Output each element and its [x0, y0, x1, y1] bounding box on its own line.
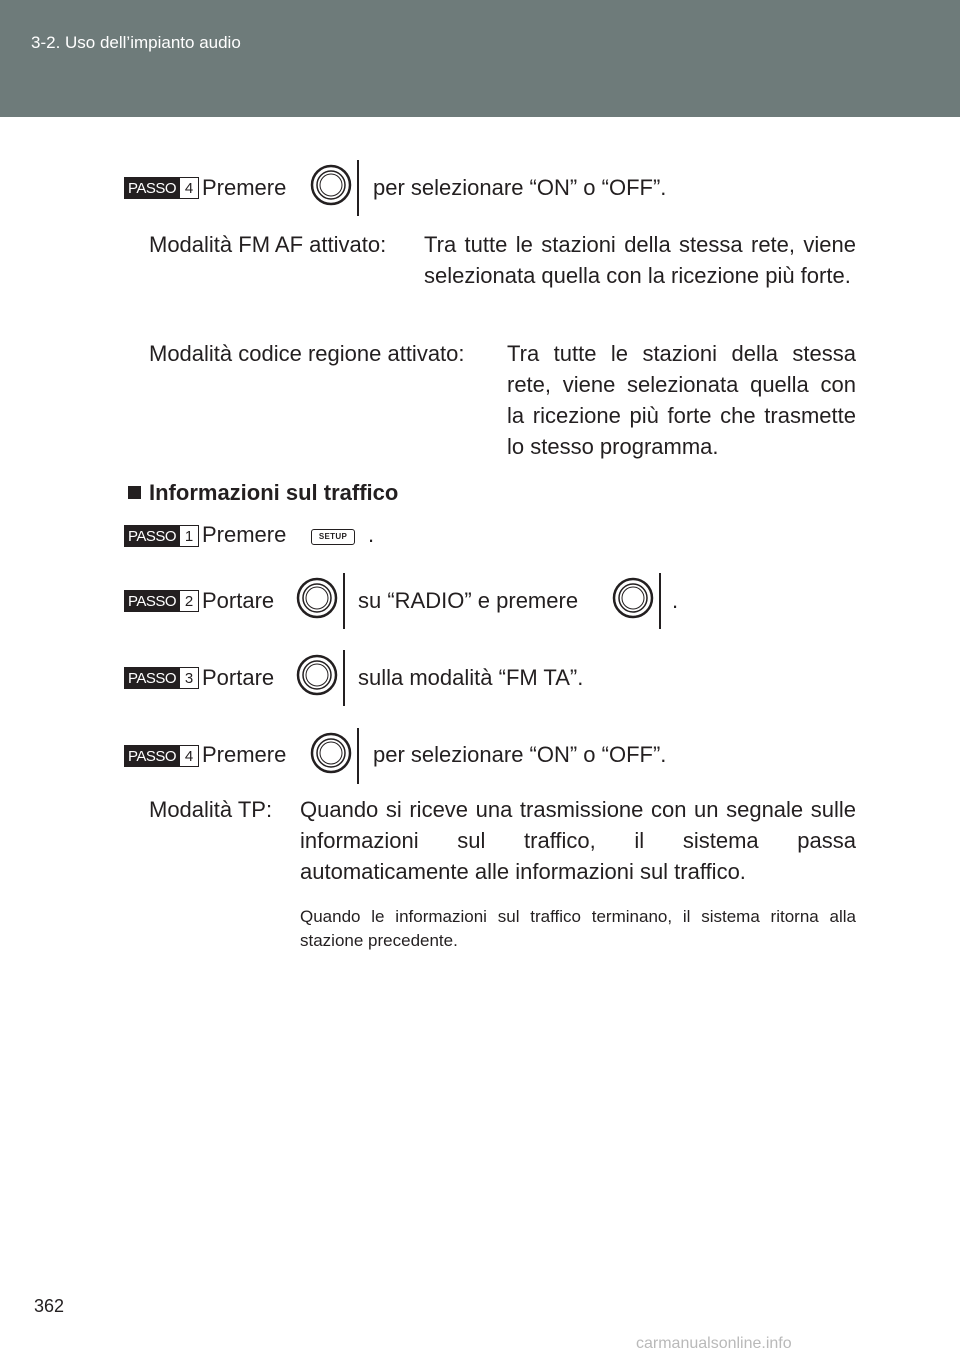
step-badge	[124, 667, 199, 689]
fm-af-label: Modalità FM AF attivato:	[149, 232, 387, 257]
tune-knob-icon	[292, 571, 350, 633]
step-badge	[124, 745, 199, 767]
fm-af-description: Tra tutte le stazioni della stessa rete, viene selezionata quella con la ricezione più forte.	[424, 232, 856, 288]
tp-mode-label: Modalità TP:	[149, 797, 273, 822]
traffic-heading: Informazioni sul traffico	[149, 480, 399, 505]
step-badge-number: 2	[180, 591, 198, 611]
step-badge-word: PASSO	[125, 746, 180, 766]
setup-button-icon: SETUP	[311, 529, 355, 545]
step-text-post: .	[672, 588, 679, 613]
tp-mode-description: Quando si riceve una trasmissione con un segnale sulle informazioni sul traffico, il sistema passa automaticamente alle informazioni sul traffico.	[300, 797, 856, 884]
step-text-pre: Premere	[202, 742, 287, 767]
step-badge-word: PASSO	[125, 526, 180, 546]
step-text-pre: Premere	[202, 175, 287, 200]
region-code-description: Tra tutte le stazioni della stessa rete, viene selezionata quella con la ricezione più forte che trasmette lo stesso programma.	[507, 341, 856, 459]
step-text-mid: su “RADIO” e premere	[358, 588, 579, 613]
step-text-post: .	[368, 522, 375, 547]
section-header	[0, 0, 960, 117]
step-badge-number: 3	[180, 668, 198, 688]
bullet-square-icon	[128, 486, 141, 499]
step-text-post: per selezionare “ON” o “OFF”.	[373, 742, 667, 767]
tune-knob-icon	[292, 648, 350, 710]
tp-mode-note: Quando le informazioni sul traffico terminano, il sistema ritorna alla stazione precedente.	[300, 907, 856, 950]
step-text-pre: Portare	[202, 665, 275, 690]
page-number: 362	[34, 1296, 65, 1316]
step-text-post: per selezionare “ON” o “OFF”.	[373, 175, 667, 200]
step-text-pre: Premere	[202, 522, 287, 547]
step-badge	[124, 177, 199, 199]
step-badge-number: 1	[180, 526, 198, 546]
tune-knob-icon	[306, 158, 364, 220]
region-code-label: Modalità codice regione attivato:	[149, 341, 465, 366]
step-badge-number: 4	[180, 178, 198, 198]
step-badge-word: PASSO	[125, 591, 180, 611]
step-badge-number: 4	[180, 746, 198, 766]
watermark: carmanualsonline.info	[636, 1335, 792, 1352]
section-title: 3-2. Uso dell’impianto audio	[31, 33, 241, 52]
step-text-post: sulla modalità “FM TA”.	[358, 665, 584, 690]
step-badge-word: PASSO	[125, 178, 180, 198]
tune-knob-icon	[306, 726, 364, 788]
step-text-pre: Portare	[202, 588, 275, 613]
step-badge-word: PASSO	[125, 668, 180, 688]
step-badge	[124, 590, 199, 612]
tune-knob-icon	[608, 571, 666, 633]
step-badge	[124, 525, 199, 547]
